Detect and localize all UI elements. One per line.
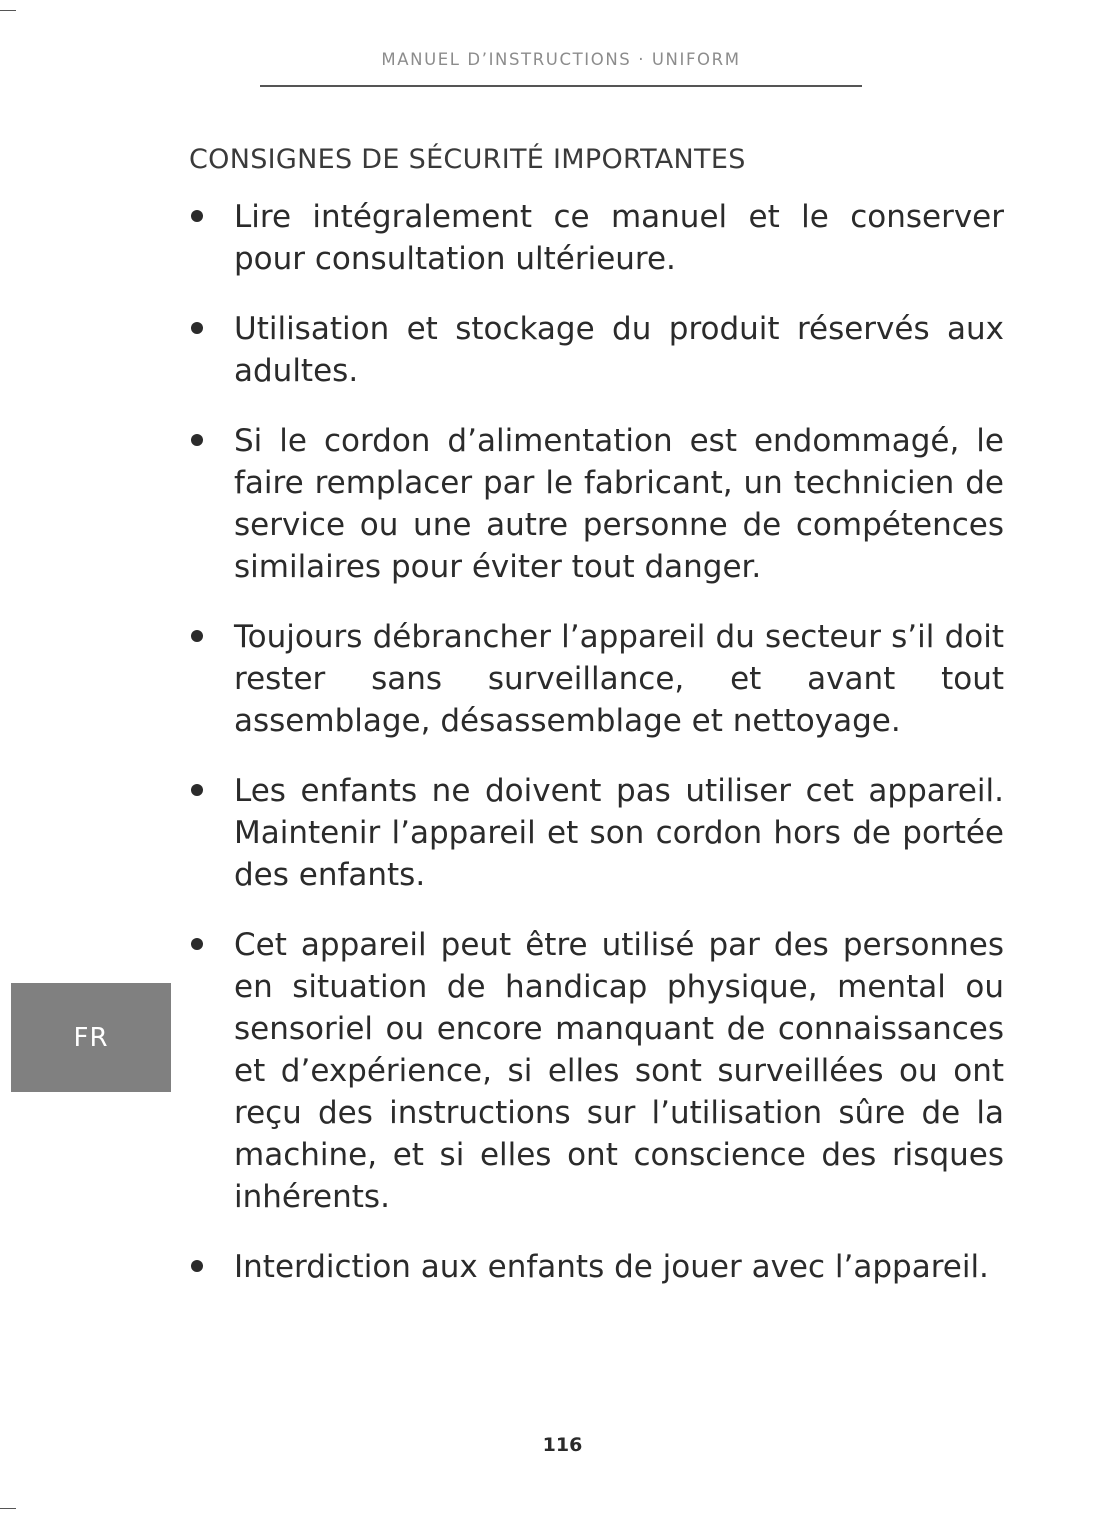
- bullet-icon: [191, 630, 203, 642]
- list-item-text: Les enfants ne doivent pas utiliser cet appareil. Maintenir l’appareil et son cordon hors de portée des enfants.: [234, 773, 1004, 893]
- list-item: [189, 1246, 1004, 1288]
- list-item-text: Si le cordon d’alimentation est endommagé, le faire remplacer par le fabricant, un technicien de service ou une autre personne de compétences similaires pour éviter tout danger.: [234, 423, 1004, 585]
- list-item-text: Toujours débrancher l’appareil du secteur s’il doit rester sans surveillance, et avant tout assemblage, désassemblage et nettoyage.: [234, 619, 1004, 739]
- list-item: [189, 196, 1004, 280]
- crop-mark-bottom: [0, 1508, 16, 1509]
- language-tab: [11, 983, 171, 1092]
- list-item: [189, 308, 1004, 392]
- list-item-text: Utilisation et stockage du produit réservés aux adultes.: [234, 311, 1004, 389]
- bullet-icon: [191, 434, 203, 446]
- list-item: [189, 770, 1004, 896]
- bullet-icon: [191, 322, 203, 334]
- list-item-text: Cet appareil peut être utilisé par des personnes en situation de handicap physique, mental ou sensoriel ou encore manquant de connaissances et d’expérience, si elles sont surveillées ou ont reçu des instructions sur l’utilisation sûre de la machine, et si elles ont conscience des risques inhérents.: [234, 927, 1004, 1215]
- safety-instructions-list: [189, 196, 1004, 1316]
- list-item-text: Interdiction aux enfants de jouer avec l’appareil.: [234, 1249, 989, 1285]
- running-header: MANUEL D’INSTRUCTIONS · UNIFORM: [381, 50, 741, 69]
- crop-mark-top: [0, 10, 16, 11]
- header-rule: [260, 85, 862, 87]
- bullet-icon: [191, 938, 203, 950]
- list-item: [189, 924, 1004, 1218]
- bullet-icon: [191, 210, 203, 222]
- list-item-text: Lire intégralement ce manuel et le conserver pour consultation ultérieure.: [234, 199, 1004, 277]
- list-item: [189, 616, 1004, 742]
- page-number: 116: [542, 1434, 583, 1456]
- section-title: CONSIGNES DE SÉCURITÉ IMPORTANTES: [189, 144, 746, 175]
- bullet-icon: [191, 1260, 203, 1272]
- bullet-icon: [191, 784, 203, 796]
- list-item: [189, 420, 1004, 588]
- language-tab-label: FR: [73, 1022, 109, 1053]
